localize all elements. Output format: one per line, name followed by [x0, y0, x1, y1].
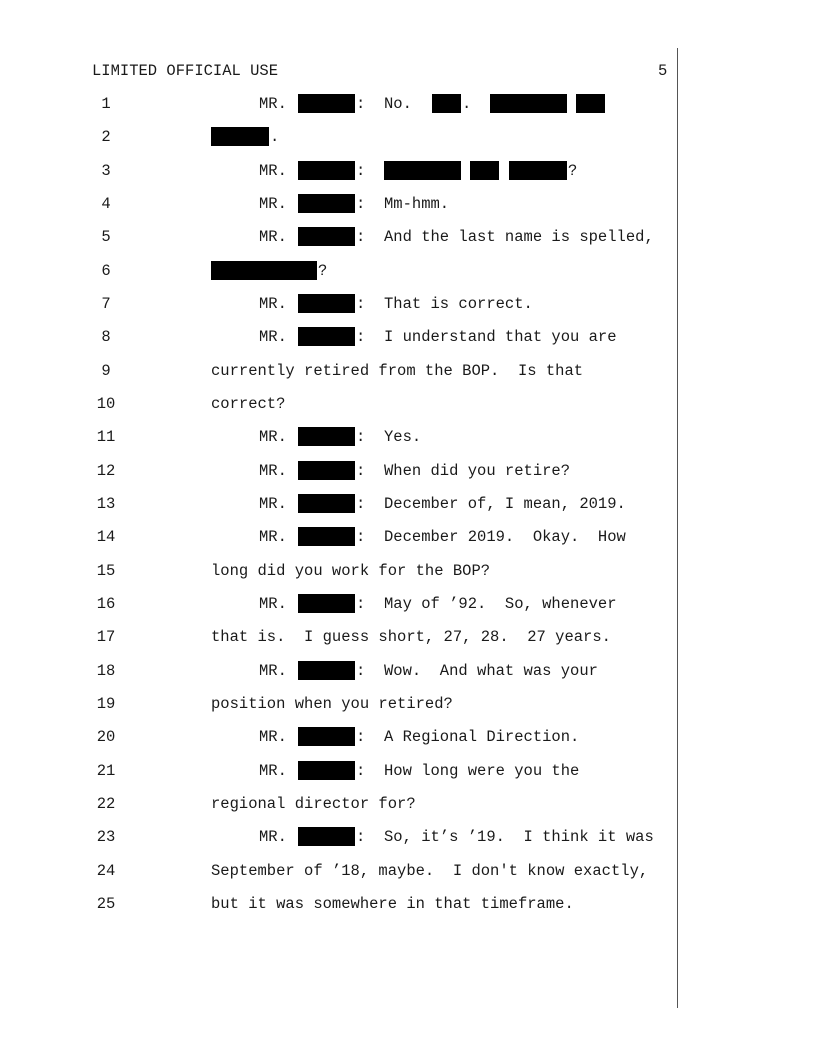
transcript-line: [0, 162, 676, 180]
speaker-prefix: MR.: [259, 728, 287, 746]
line-text: regional director for?: [211, 795, 416, 813]
line-text: How long were you the: [384, 762, 580, 780]
right-margin-rule: [677, 48, 678, 1008]
line-number: 6: [101, 262, 111, 280]
speaker-prefix: MR.: [259, 462, 287, 480]
redaction-box: [298, 427, 355, 446]
redaction-box: [298, 761, 355, 780]
line-number: 16: [96, 595, 116, 613]
line-number: 17: [96, 628, 116, 646]
speaker-colon: :: [356, 662, 366, 680]
speaker-colon: :: [356, 228, 366, 246]
line-number: 23: [96, 828, 116, 846]
line-text: ?: [318, 262, 328, 280]
line-number: 14: [96, 528, 116, 546]
redaction-box: [298, 494, 355, 513]
transcript-line: [0, 195, 676, 213]
line-number: 11: [96, 428, 116, 446]
line-text: Mm-hmm.: [384, 195, 450, 213]
speaker-prefix: MR.: [259, 295, 287, 313]
classification-header: LIMITED OFFICIAL USE: [92, 62, 279, 80]
line-number: 2: [101, 128, 111, 146]
transcript-line: [0, 295, 676, 313]
line-text: December 2019. Okay. How: [384, 528, 626, 546]
transcript-line: [0, 895, 676, 913]
transcript-line: [0, 462, 676, 480]
transcript-line: [0, 395, 676, 413]
line-text: position when you retired?: [211, 695, 453, 713]
line-text: So, it’s ’19. I think it was: [384, 828, 654, 846]
line-text: currently retired from the BOP. Is that: [211, 362, 584, 380]
line-number: 20: [96, 728, 116, 746]
line-text: December of, I mean, 2019.: [384, 495, 626, 513]
line-text: .: [270, 128, 280, 146]
line-number: 13: [96, 495, 116, 513]
line-number: 7: [101, 295, 111, 313]
redaction-box: [298, 161, 355, 180]
speaker-prefix: MR.: [259, 95, 287, 113]
line-number: 22: [96, 795, 116, 813]
speaker-colon: :: [356, 495, 366, 513]
line-text: No.: [384, 95, 412, 113]
line-number: 18: [96, 662, 116, 680]
speaker-prefix: MR.: [259, 762, 287, 780]
speaker-prefix: MR.: [259, 495, 287, 513]
transcript-line: [0, 862, 676, 880]
speaker-prefix: MR.: [259, 428, 287, 446]
speaker-colon: :: [356, 328, 366, 346]
line-text: Wow. And what was your: [384, 662, 598, 680]
line-number: 21: [96, 762, 116, 780]
transcript-line: [0, 628, 676, 646]
transcript-line: [0, 362, 676, 380]
transcript-line: [0, 728, 676, 746]
speaker-colon: :: [356, 95, 366, 113]
line-number: 12: [96, 462, 116, 480]
page-number: 5: [658, 62, 668, 80]
redaction-box: [298, 227, 355, 246]
line-text: but it was somewhere in that timeframe.: [211, 895, 574, 913]
speaker-colon: :: [356, 728, 366, 746]
redaction-box: [298, 661, 355, 680]
speaker-colon: :: [356, 162, 366, 180]
line-text: long did you work for the BOP?: [211, 562, 491, 580]
redaction-box: [298, 327, 355, 346]
speaker-colon: :: [356, 528, 366, 546]
redaction-box: [298, 727, 355, 746]
redaction-box: [298, 94, 355, 113]
redaction-box: [576, 94, 605, 113]
transcript-line: [0, 562, 676, 580]
redaction-box: [298, 461, 355, 480]
redaction-box: [298, 594, 355, 613]
transcript-line: [0, 662, 676, 680]
speaker-colon: :: [356, 828, 366, 846]
line-text: correct?: [211, 395, 286, 413]
speaker-colon: :: [356, 195, 366, 213]
redaction-box: [384, 161, 461, 180]
transcript-line: [0, 128, 676, 146]
line-text: And the last name is spelled,: [384, 228, 654, 246]
speaker-prefix: MR.: [259, 528, 287, 546]
speaker-colon: :: [356, 595, 366, 613]
speaker-colon: :: [356, 295, 366, 313]
transcript-line: [0, 228, 676, 246]
speaker-colon: :: [356, 428, 366, 446]
line-text: When did you retire?: [384, 462, 571, 480]
speaker-colon: :: [356, 462, 366, 480]
line-text: .: [462, 95, 472, 113]
line-text: Yes.: [384, 428, 422, 446]
line-text: ?: [568, 162, 578, 180]
line-number: 24: [96, 862, 116, 880]
transcript-line: [0, 795, 676, 813]
speaker-prefix: MR.: [259, 328, 287, 346]
redaction-box: [211, 127, 269, 146]
transcript-line: [0, 695, 676, 713]
line-text: A Regional Direction.: [384, 728, 580, 746]
redaction-box: [298, 294, 355, 313]
line-number: 5: [101, 228, 111, 246]
line-number: 8: [101, 328, 111, 346]
transcript-line: [0, 828, 676, 846]
speaker-prefix: MR.: [259, 162, 287, 180]
line-number: 19: [96, 695, 116, 713]
transcript-line: [0, 428, 676, 446]
redaction-box: [211, 261, 317, 280]
speaker-prefix: MR.: [259, 195, 287, 213]
redaction-box: [298, 527, 355, 546]
transcript-line: [0, 495, 676, 513]
speaker-prefix: MR.: [259, 595, 287, 613]
transcript-line: [0, 528, 676, 546]
speaker-prefix: MR.: [259, 662, 287, 680]
line-text: May of ’92. So, whenever: [384, 595, 617, 613]
transcript-line: [0, 328, 676, 346]
line-text: September of ’18, maybe. I don't know exactly,: [211, 862, 649, 880]
line-text: I understand that you are: [384, 328, 617, 346]
line-number: 10: [96, 395, 116, 413]
line-number: 1: [101, 95, 111, 113]
redaction-box: [490, 94, 567, 113]
speaker-prefix: MR.: [259, 828, 287, 846]
line-number: 15: [96, 562, 116, 580]
line-number: 4: [101, 195, 111, 213]
speaker-colon: :: [356, 762, 366, 780]
redaction-box: [509, 161, 567, 180]
line-text: that is. I guess short, 27, 28. 27 years.: [211, 628, 611, 646]
redaction-box: [298, 827, 355, 846]
line-number: 9: [101, 362, 111, 380]
speaker-prefix: MR.: [259, 228, 287, 246]
line-text: That is correct.: [384, 295, 533, 313]
transcript-line: [0, 595, 676, 613]
redaction-box: [432, 94, 461, 113]
transcript-line: [0, 762, 676, 780]
line-number: 3: [101, 162, 111, 180]
line-number: 25: [96, 895, 116, 913]
transcript-line: [0, 95, 676, 113]
transcript-line: [0, 262, 676, 280]
redaction-box: [470, 161, 499, 180]
redaction-box: [298, 194, 355, 213]
